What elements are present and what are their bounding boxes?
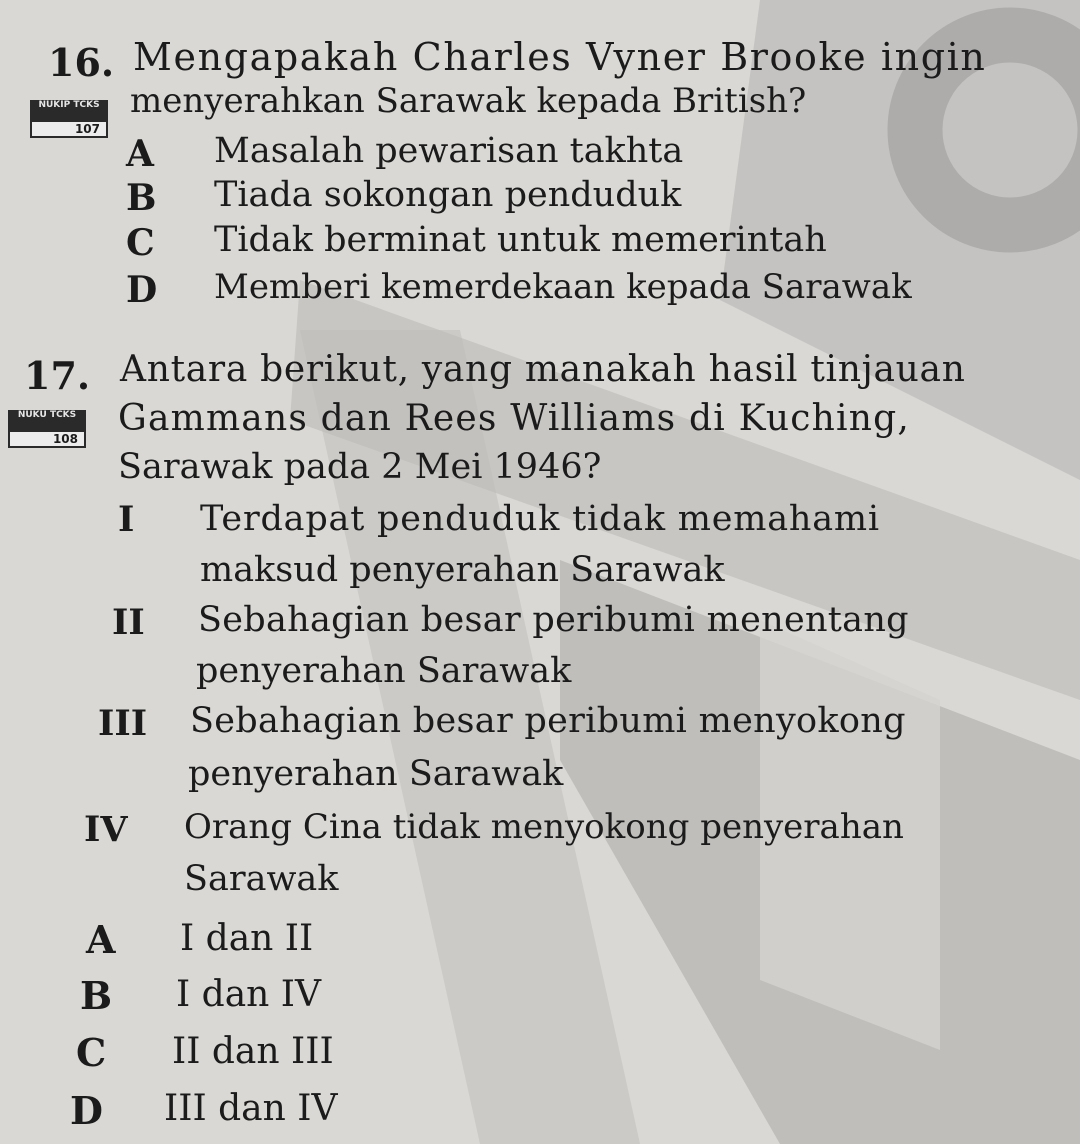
option-text: Tiada sokongan penduduk — [214, 175, 682, 215]
question-text-line-1: Mengapakah Charles Vyner Brooke ingin — [133, 35, 987, 79]
statement-text-line-1: Terdapat penduduk tidak memahami — [200, 499, 880, 539]
statement-text-line-1: Orang Cina tidak menyokong penyerahan — [184, 807, 904, 847]
question-number: 16. — [48, 40, 115, 85]
question-text-line-2: Gammans dan Rees Williams di Kuching, — [118, 398, 910, 439]
page-reference-badge — [30, 100, 108, 138]
statement-text-line-1: Sebahagian besar peribumi menentang — [198, 600, 909, 640]
statement-text-line-2: penyerahan Sarawak — [188, 754, 564, 794]
badge-label: NUKU TCKS — [8, 410, 86, 430]
option-letter: C — [76, 1030, 107, 1075]
option-letter: D — [70, 1088, 103, 1133]
question-text-line-3: Sarawak pada 2 Mei 1946? — [118, 447, 602, 487]
option-letter: C — [126, 222, 155, 264]
statement-number: I — [118, 499, 135, 540]
option-text: III dan IV — [164, 1088, 338, 1129]
option-text: Memberi kemerdekaan kepada Sarawak — [214, 267, 912, 307]
statement-text-line-2: penyerahan Sarawak — [196, 651, 572, 691]
question-number: 17. — [24, 353, 91, 398]
statement-number: III — [98, 703, 148, 744]
option-text: II dan III — [172, 1031, 334, 1072]
statement-number: IV — [84, 809, 128, 850]
badge-page-number: 107 — [30, 120, 108, 138]
statement-text-line-1: Sebahagian besar peribumi menyokong — [190, 701, 906, 741]
page-reference-badge — [8, 410, 86, 448]
statement-text-line-2: Sarawak — [184, 859, 339, 899]
statement-text-line-2: maksud penyerahan Sarawak — [200, 550, 725, 590]
option-text: Masalah pewarisan takhta — [214, 131, 684, 171]
option-text: I dan IV — [176, 974, 322, 1015]
option-letter: D — [126, 269, 158, 311]
option-letter: B — [80, 973, 113, 1018]
badge-page-number: 108 — [8, 430, 86, 448]
option-letter: A — [126, 133, 154, 175]
option-text: Tidak berminat untuk memerintah — [214, 220, 827, 260]
question-text-line-1: Antara berikut, yang manakah hasil tinjauan — [120, 349, 966, 390]
statement-number: II — [112, 602, 145, 643]
option-letter: A — [86, 917, 116, 962]
badge-label: NUKIP TCKS — [30, 100, 108, 120]
question-text-line-2: menyerahkan Sarawak kepada British? — [130, 81, 807, 121]
option-letter: B — [126, 177, 157, 219]
option-text: I dan II — [180, 918, 314, 959]
